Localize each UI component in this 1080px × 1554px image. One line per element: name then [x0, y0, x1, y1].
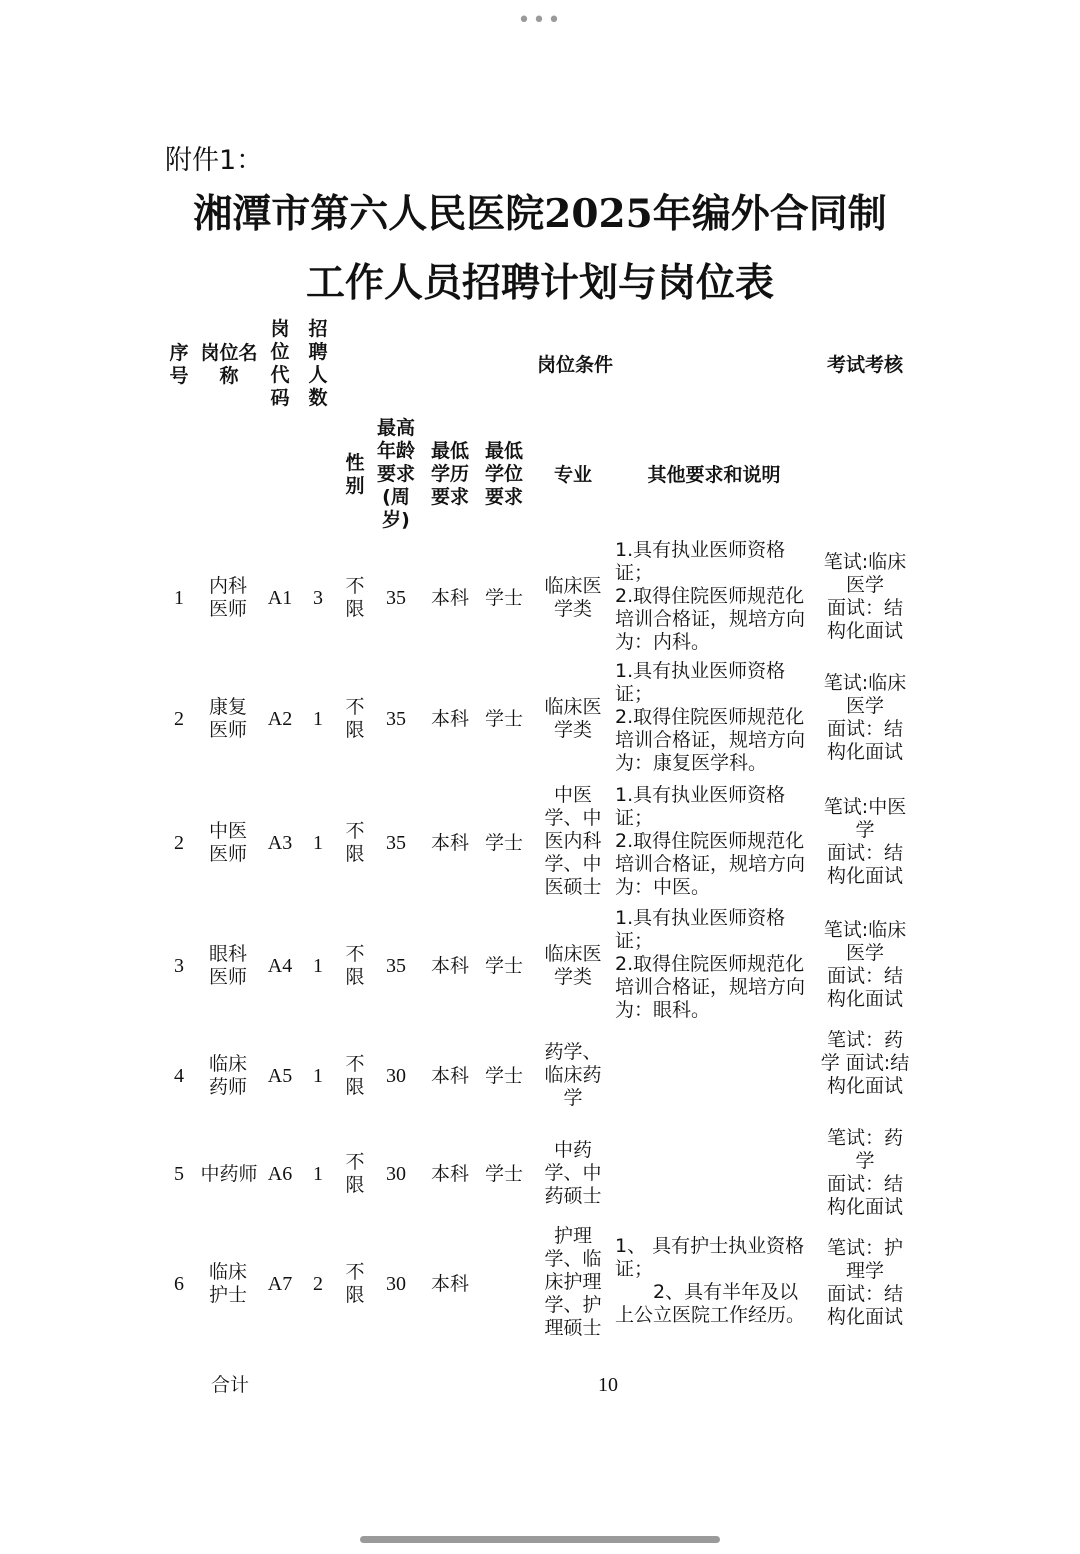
header-major: 专业	[553, 464, 592, 486]
row3-exam: 笔试:中医学 面试：结构化面试	[823, 796, 907, 887]
header-age: 最高年龄要求(周岁)	[376, 417, 415, 531]
row2-degree: 学士	[484, 708, 523, 730]
row2-gender: 不限	[345, 696, 365, 741]
row1-count: 3	[313, 587, 323, 609]
row7-code: A7	[267, 1273, 293, 1295]
row4-age: 35	[386, 955, 406, 977]
row1-exam: 笔试:临床医学 面试：结构化面试	[823, 551, 907, 642]
row6-name: 中药师	[200, 1163, 258, 1185]
row3-name: 中医医师	[208, 820, 247, 865]
row1-age: 35	[386, 587, 406, 609]
row2-edu: 本科	[430, 708, 469, 730]
row7-edu: 本科	[430, 1273, 469, 1295]
row5-major: 药学、临床药学	[544, 1041, 602, 1109]
total-value: 10	[598, 1374, 618, 1396]
row1-other: 1.具有执业医师资格证； 2.取得住院医师规范化培训合格证，规培方向为：内科。	[615, 539, 806, 653]
row5-age: 30	[386, 1065, 406, 1087]
header-exam: 考试考核	[826, 354, 903, 376]
row4-code: A4	[267, 955, 293, 977]
row5-degree: 学士	[484, 1065, 523, 1087]
row3-age: 35	[386, 832, 406, 854]
row1-code: A1	[267, 587, 293, 609]
row2-code: A2	[267, 708, 293, 730]
row7-seq: 6	[174, 1273, 184, 1295]
row6-degree: 学士	[484, 1163, 523, 1185]
document-title-line1: 湘潭市第六人民医院2025年编外合同制	[193, 191, 887, 237]
row6-count: 1	[313, 1163, 323, 1185]
attachment-label: 附件1：	[165, 145, 264, 176]
row4-gender: 不限	[345, 943, 365, 988]
header-conditions: 岗位条件	[536, 354, 613, 376]
row2-name: 康复医师	[208, 696, 247, 741]
row4-exam: 笔试:临床医学 面试：结构化面试	[823, 919, 907, 1010]
row4-degree: 学士	[484, 955, 523, 977]
row5-count: 1	[313, 1065, 323, 1087]
row2-count: 1	[313, 708, 323, 730]
row5-seq: 4	[174, 1065, 184, 1087]
row6-exam: 笔试：药学 面试：结构化面试	[826, 1127, 903, 1218]
row2-other: 1.具有执业医师资格证； 2.取得住院医师规范化培训合格证，规培方向为：康复医学科。	[615, 660, 806, 774]
row4-other: 1.具有执业医师资格证； 2.取得住院医师规范化培训合格证，规培方向为：眼科。	[615, 907, 806, 1021]
header-post-code: 岗位代码	[270, 318, 290, 409]
more-options-icon[interactable]: •••	[517, 8, 563, 33]
home-indicator[interactable]	[360, 1536, 720, 1543]
row5-code: A5	[267, 1065, 293, 1087]
row7-major: 护理学、临床护理学、护理硕士	[544, 1225, 602, 1339]
row1-degree: 学士	[484, 587, 523, 609]
row3-major: 中医学、中医内科学、中医硕士	[544, 784, 602, 898]
header-gender: 性别	[345, 452, 365, 497]
header-post-name: 岗位名称	[200, 342, 258, 387]
row1-seq: 1	[174, 587, 184, 609]
row6-major: 中药学、中药硕士	[544, 1139, 602, 1207]
row7-name: 临床护士	[208, 1261, 247, 1306]
row2-age: 35	[386, 708, 406, 730]
row1-gender: 不限	[345, 575, 365, 620]
row2-major: 临床医学类	[544, 696, 602, 741]
row5-exam: 笔试：药学 面试:结构化面试	[820, 1029, 910, 1097]
row6-age: 30	[386, 1163, 406, 1185]
row4-major: 临床医学类	[544, 943, 602, 988]
row7-exam: 笔试：护理学 面试：结构化面试	[826, 1237, 903, 1328]
row3-count: 1	[313, 832, 323, 854]
row2-seq: 2	[174, 708, 184, 730]
row6-seq: 5	[174, 1163, 184, 1185]
row7-gender: 不限	[345, 1261, 365, 1306]
row4-edu: 本科	[430, 955, 469, 977]
row3-edu: 本科	[430, 832, 469, 854]
row1-edu: 本科	[430, 587, 469, 609]
row3-code: A3	[267, 832, 293, 854]
header-recruit-count: 招聘人数	[308, 318, 328, 409]
row3-gender: 不限	[345, 820, 365, 865]
row6-edu: 本科	[430, 1163, 469, 1185]
row3-other: 1.具有执业医师资格证； 2.取得住院医师规范化培训合格证，规培方向为：中医。	[615, 784, 806, 898]
row4-seq: 3	[174, 955, 184, 977]
row7-age: 30	[386, 1273, 406, 1295]
document-title-line2: 工作人员招聘计划与岗位表	[305, 261, 774, 306]
header-education: 最低学历要求	[430, 440, 469, 508]
row4-count: 1	[313, 955, 323, 977]
row6-code: A6	[267, 1163, 293, 1185]
row3-seq: 2	[174, 832, 184, 854]
header-seq: 序号	[169, 342, 189, 387]
header-other: 其他要求和说明	[647, 464, 781, 486]
row4-name: 眼科医师	[208, 943, 247, 988]
row1-major: 临床医学类	[544, 575, 602, 620]
row3-degree: 学士	[484, 832, 523, 854]
row7-count: 2	[313, 1273, 323, 1295]
header-degree: 最低学位要求	[484, 440, 523, 508]
row5-gender: 不限	[345, 1053, 365, 1098]
row5-name: 临床药师	[208, 1053, 247, 1098]
row1-name: 内科医师	[208, 575, 247, 620]
row2-exam: 笔试:临床医学 面试：结构化面试	[823, 672, 907, 763]
row7-other: 1、 具有护士执业资格证； 2、具有半年及以上公立医院工作经历。	[615, 1235, 806, 1326]
row6-gender: 不限	[345, 1151, 365, 1196]
total-label: 合计	[210, 1374, 249, 1396]
row5-edu: 本科	[430, 1065, 469, 1087]
